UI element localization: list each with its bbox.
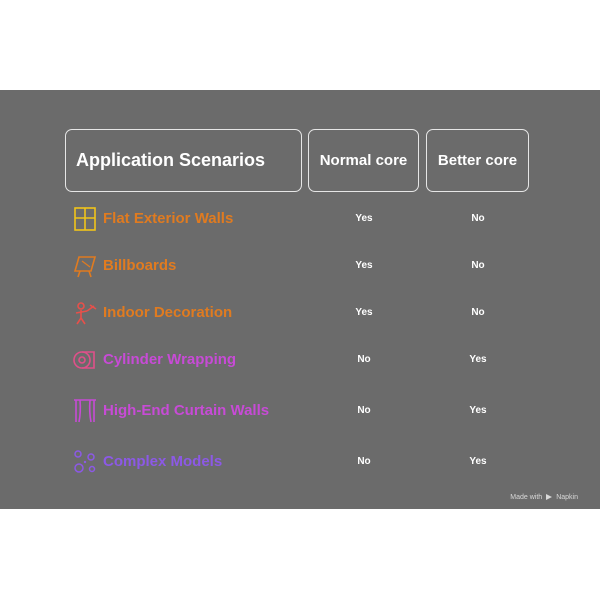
table-row xyxy=(0,298,600,328)
decorator-icon xyxy=(72,300,98,326)
header-application-scenarios: Application Scenarios xyxy=(65,129,302,192)
napkin-logo-icon xyxy=(545,493,553,501)
cylinder-roll-icon xyxy=(72,347,98,373)
better-core-value: Yes xyxy=(469,405,487,416)
comparison-panel xyxy=(0,90,600,509)
header-normal-core: Normal core xyxy=(308,129,419,192)
table-row xyxy=(0,396,600,426)
row-label: Indoor Decoration xyxy=(103,304,233,321)
better-core-value: No xyxy=(471,213,485,224)
normal-core-value: Yes xyxy=(355,213,373,224)
better-core-value: No xyxy=(471,307,485,318)
billboard-icon xyxy=(72,253,98,279)
row-label: Cylinder Wrapping xyxy=(103,351,237,368)
napkin-brand-text: Napkin xyxy=(556,493,578,501)
normal-core-value: Yes xyxy=(355,307,373,318)
window-frame-icon xyxy=(72,206,98,232)
table-row xyxy=(0,204,600,234)
molecule-icon xyxy=(72,449,98,475)
normal-core-value: No xyxy=(357,405,371,416)
better-core-value: Yes xyxy=(469,354,487,365)
table-row xyxy=(0,345,600,375)
row-label: Complex Models xyxy=(103,453,223,470)
normal-core-value: Yes xyxy=(355,260,373,271)
table-row xyxy=(0,251,600,281)
normal-core-value: No xyxy=(357,354,371,365)
row-label: High-End Curtain Walls xyxy=(103,402,270,419)
better-core-value: Yes xyxy=(469,456,487,467)
table-row xyxy=(0,447,600,477)
better-core-value: No xyxy=(471,260,485,271)
normal-core-value: No xyxy=(357,456,371,467)
curtain-icon xyxy=(72,398,98,424)
made-with-napkin-footer xyxy=(510,493,578,501)
made-with-text: Made with xyxy=(510,493,543,501)
row-label: Billboards xyxy=(103,257,177,274)
row-label: Flat Exterior Walls xyxy=(103,210,234,227)
header-better-core: Better core xyxy=(426,129,529,192)
